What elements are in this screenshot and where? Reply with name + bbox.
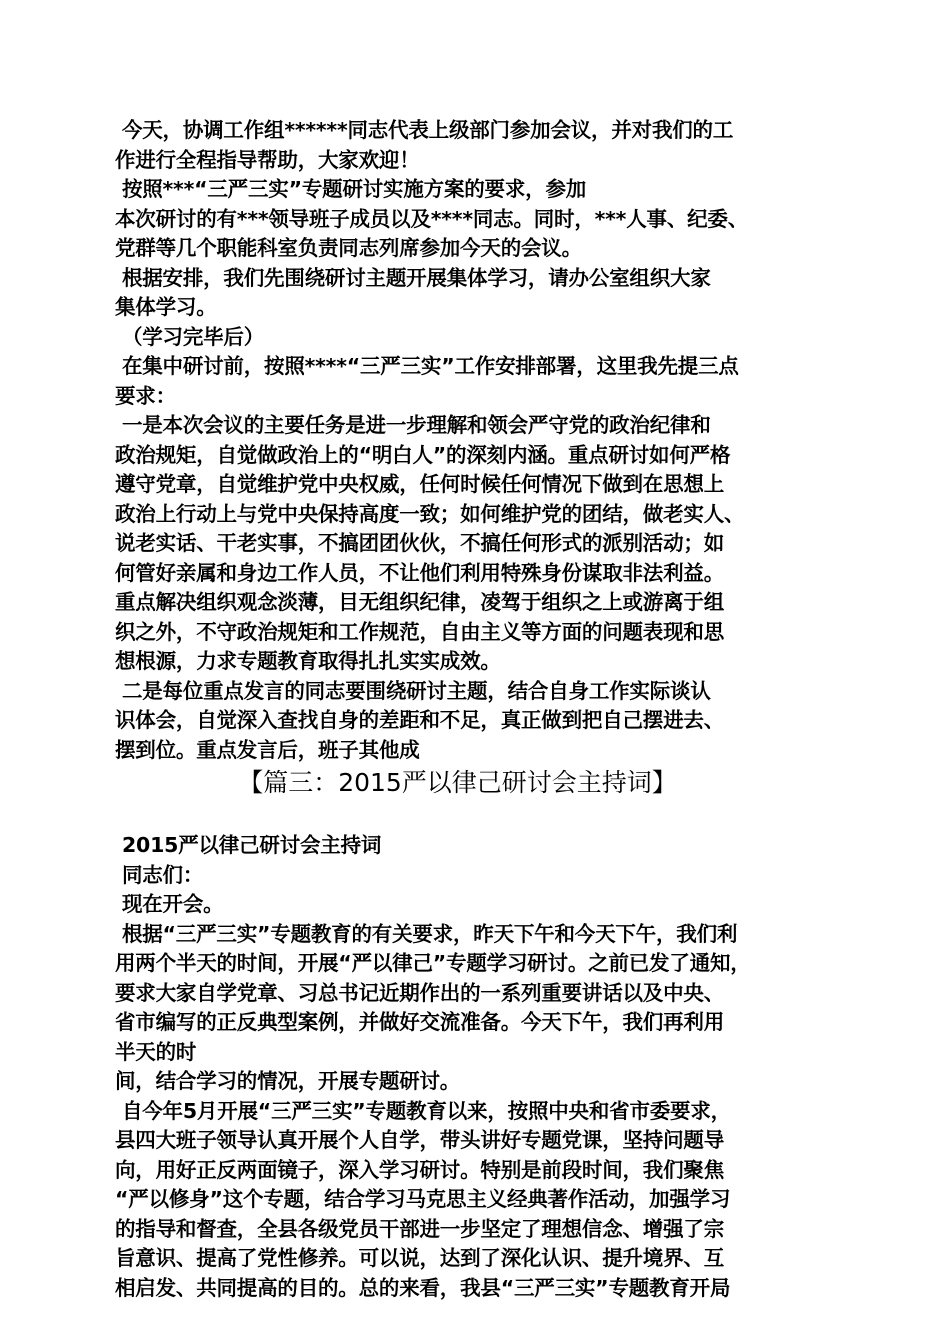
text-line: 省市编写的正反典型案例，并做好交流准备。今天下午，我们再利用 (115, 1010, 724, 1034)
text-line: 想根源，力求专题教育取得扎扎实实成效。 (115, 649, 501, 673)
text-line: 二是每位重点发言的同志要围绕研讨主题，结合自身工作实际谈认 (115, 678, 711, 703)
text-line: 根据“三严三实”专题教育的有关要求，昨天下午和今天下午，我们利 (115, 921, 738, 946)
document-body-section-2 (115, 831, 840, 1303)
text-line: 要求： (115, 383, 176, 408)
text-line: 间，结合学习的情况，开展专题研讨。 (115, 1069, 461, 1093)
text-line: 向，用好正反两面镜子，深入学习研讨。特别是前段时间，我们聚焦 (115, 1157, 724, 1182)
text-line: 旨意识、提高了党性修养。可以说，达到了深化认识、提升境界、互 (115, 1246, 724, 1270)
text-line: （学习完毕后） (115, 324, 265, 349)
text-line: 作进行全程指导帮助，大家欢迎！ (115, 147, 420, 172)
text-line: 半天的时 (115, 1039, 197, 1064)
text-line: 2015严以律己研讨会主持词 (115, 833, 382, 857)
text-line: 一是本次会议的主要任务是进一步理解和领会严守党的政治纪律和 (115, 413, 711, 437)
text-line: 政治上行动上与党中央保持高度一致；如何维护党的团结，做老实人、 (115, 501, 745, 526)
document-page (115, 116, 840, 1303)
text-line: 根据安排，我们先围绕研讨主题开展集体学习，请办公室组织大家 (115, 265, 711, 290)
text-line: 何管好亲属和身边工作人员，不让他们利用特殊身份谋取非法利益。 (115, 560, 724, 585)
text-line: 用两个半天的时间，开展“严以律己”专题学习研讨。之前已发了通知， (115, 951, 751, 975)
text-line: 按照***“三严三实”专题研讨实施方案的要求，参加 (115, 177, 587, 201)
text-line: 说老实话、干老实事，不搞团团伙伙，不搞任何形式的派别活动；如 (115, 531, 724, 555)
text-line: 织之外，不守政治规矩和工作规范，自由主义等方面的问题表现和思 (115, 619, 724, 644)
text-line: 摆到位。重点发言后，班子其他成 (115, 737, 420, 762)
text-line: 同志们： (115, 862, 204, 887)
text-line: 在集中研讨前，按照****“三严三实”工作安排部署，这里我先提三点 (115, 354, 739, 378)
text-line: 政治规矩，自觉做政治上的“明白人”的深刻内涵。重点研讨如何严格 (115, 442, 731, 467)
text-line: 本次研讨的有***领导班子成员以及****同志。同时，***人事、纪委、 (115, 206, 749, 231)
document-body-section-1 (115, 116, 840, 765)
text-line: 的指导和督查，全县各级党员干部进一步坚定了理想信念、增强了宗 (115, 1216, 724, 1241)
text-line: 相启发、共同提高的目的。总的来看，我县“三严三实”专题教育开局 (115, 1275, 731, 1300)
text-line: 识体会，自觉深入查找自身的差距和不足，真正做到把自己摆进去、 (115, 708, 724, 732)
text-line: 重点解决组织观念淡薄，目无组织纪律，凌驾于组织之上或游离于组 (115, 590, 724, 614)
text-line: 要求大家自学党章、习总书记近期作出的一系列重要讲话以及中央、 (115, 980, 724, 1005)
text-line: 今天，协调工作组******同志代表上级部门参加会议，并对我们的工 (115, 118, 734, 142)
text-line: 现在开会。 (115, 892, 224, 916)
text-line: 党群等几个职能科室负责同志列席参加今天的会议。 (115, 236, 582, 260)
text-line: 自今年5月开展“三严三实”专题教育以来，按照中央和省市委要求， (115, 1098, 731, 1123)
text-line: 遵守党章，自觉维护党中央权威，任何时候任何情况下做到在思想上 (115, 472, 724, 496)
text-line: 县四大班子领导认真开展个人自学，带头讲好专题党课，坚持问题导 (115, 1128, 724, 1152)
text-line: 集体学习。 (115, 295, 217, 319)
section-heading: 【篇三：2015严以律己研讨会主持词】 (238, 768, 677, 797)
text-line: “严以修身”这个专题，结合学习马克思主义经典著作活动，加强学习 (115, 1187, 731, 1211)
